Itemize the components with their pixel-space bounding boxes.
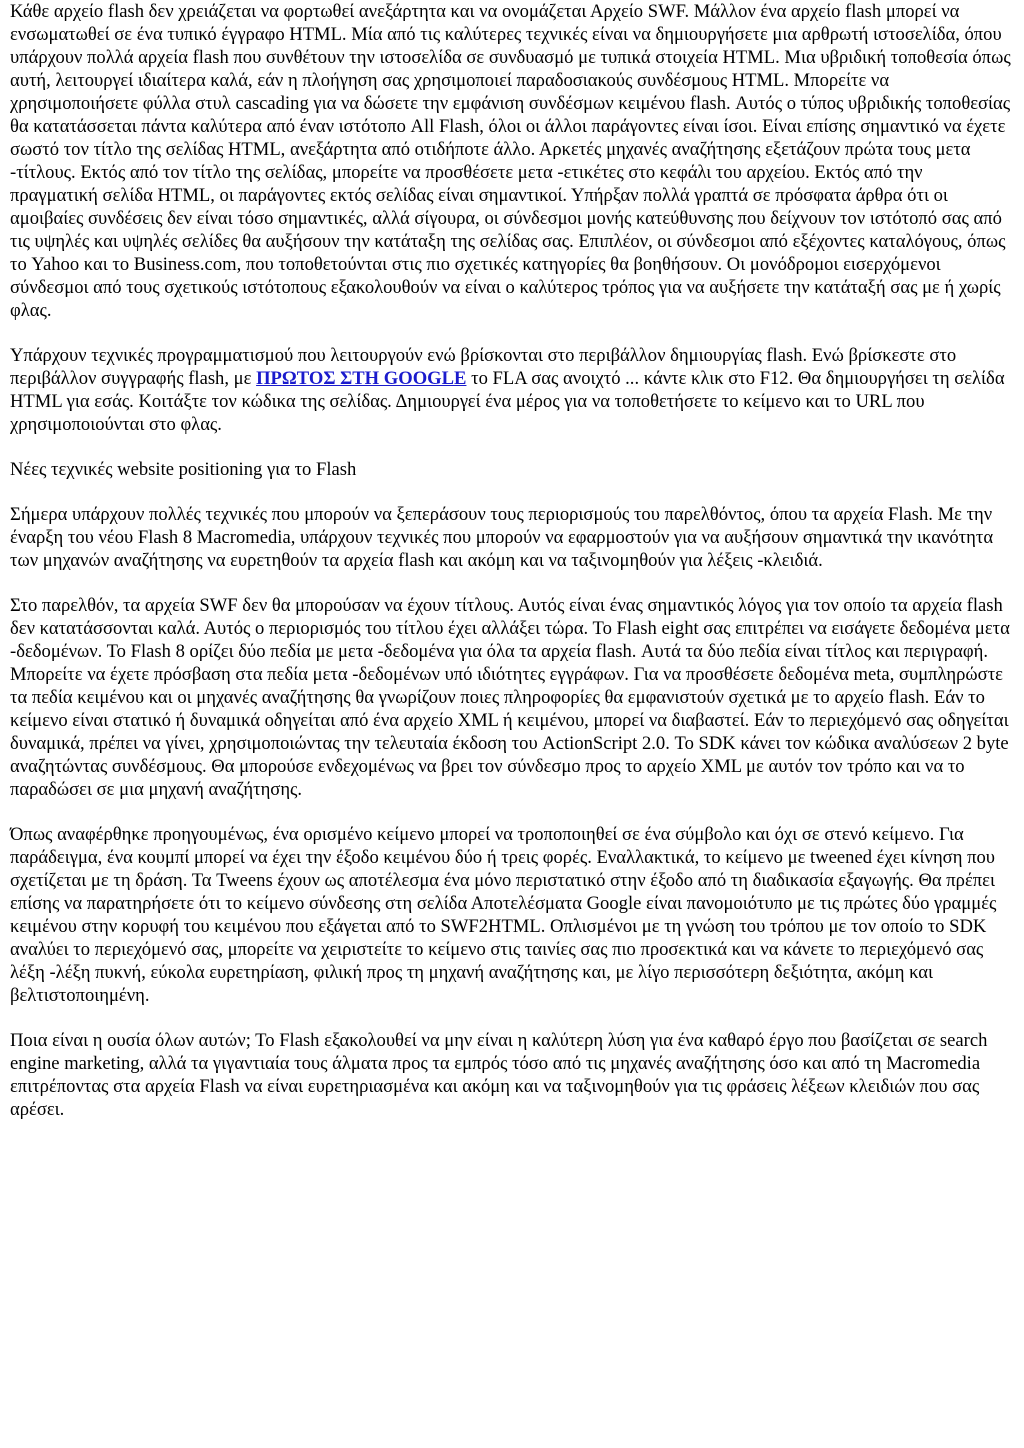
section-heading-new-techniques: Νέες τεχνικές website positioning για το Flash <box>10 459 357 480</box>
paragraph-flash8-techniques: Σήμερα υπάρχουν πολλές τεχνικές που μπορούν να ξεπεράσουν τους περιορισμούς του παρελθόντος, όπου τα αρχεία Flash. Με την έναρξη του νέου Flash 8 Macromedia, υπάρχουν τεχνικές που μπορούν να εφαρμοστούν για να αυξήσουν σημαντικά την ικανότητα των μηχανών αναζήτησης να ευρετηθούν τα αρχεία flash και ακόμη και να ταξινομηθούν για λέξεις -κλειδιά. <box>10 504 994 571</box>
paragraph-symbol-text-tweens: Όπως αναφέρθηκε προηγουμένως, ένα ορισμένο κείμενο μπορεί να τροποποιηθεί σε ένα σύμβολο και όχι σε στενό κείμενο. Για παράδειγμα, ένα κουμπί μπορεί να έχει την έξοδο κειμένου δύο ή τρεις φορές. Εναλλακτικά, το κείμενο με tweened έχει κίνηση που σχετίζεται με τη δράση. Τα Tweens έχουν ως αποτέλεσμα ένα μόνο περιστατικό στην έξοδο από τη διαδικασία εξαγωγής. Θα πρέπει επίσης να παρατηρήσετε ότι το κείμενο σύνδεσης στη σελίδα Αποτελέσματα Google είναι πανομοιότυπο με τις πρώτες δύο γραμμές κειμένου στην κορυφή του κειμένου που εξάγεται από το SWF2HTML. Οπλισμένοι με τη γνώση του τρόπου με τον οποίο το SDK αναλύει το περιεχόμενό σας, μπορείτε να χειριστείτε το κείμενο στις ταινίες σας πιο προσεκτικά και να κάνετε το περιεχόμενό σας λέξη -λέξη πυκνή, εύκολα ευρετηρίαση, φιλική προς τη μηχανή αναζήτησης και, με λίγο περισσότερη δεξιότητα, ακόμη και βελτιστοποιημένη. <box>10 824 997 1006</box>
paragraph-conclusion: Ποια είναι η ουσία όλων αυτών; Το Flash εξακολουθεί να μην είναι η καλύτερη λύση για ένα καθαρό έργο που βασίζεται σε search engine marketing, αλλά τα γιγαντιαία τους άλματα προς τα εμπρός τόσο από τις μηχανές αναζήτησης όσο και από τη Macromedia επιτρέποντας στα αρχεία Flash να είναι ευρετηριασμένα και ακόμη και να ταξινομηθούν για τις φράσεις λέξεων κλειδιών που σας αρέσει. <box>10 1030 988 1120</box>
paragraph-text-after-link: το FLA σας ανοιχτό ... κάντε κλικ στο F12. Θα δημιουργήσει τη σελίδα HTML για εσάς. Κοιτάξτε τον κώδικα της σελίδας. Δημιουργεί ένα μέρος για να τοποθετήσετε το κείμενο και το URL που χρησιμοποιούνται στο φλας. <box>10 368 1005 435</box>
paragraph-text-before-link: Υπάρχουν τεχνικές προγραμματισμού που λειτουργούν ενώ βρίσκονται στο περιβάλλον δημιουργίας flash. Ενώ βρίσκεστε στο περιβάλλον συγγραφής flash, με <box>10 345 957 389</box>
paragraph-swf-titles-metadata: Στο παρελθόν, τα αρχεία SWF δεν θα μπορούσαν να έχουν τίτλους. Αυτός είναι ένας σημαντικός λόγος για τον οποίο τα αρχεία flash δεν κατατάσσονται καλά. Αυτός ο περιορισμός του τίτλου έχει αλλάξει τώρα. Το Flash eight σας επιτρέπει να εισάγετε δεδομένα μετα -δεδομένων. Το Flash 8 ορίζει δύο πεδία με μετα -δεδομένα για όλα τα αρχεία flash. Αυτά τα δύο πεδία είναι τίτλος και περιγραφή. Μπορείτε να έχετε πρόσβαση στα πεδία μετα -δεδομένων υπό ιδιότητες εγγράφων. Για να προσθέσετε δεδομένα meta, συμπληρώστε τα πεδία κειμένου και οι μηχανές αναζήτησης θα γνωρίζουν ποιες πληροφορίες θα εμφανιστούν σχετικά με το αρχείο flash. Εάν το κείμενο είναι στατικό ή δυναμικά οδηγείται από ένα αρχείο XML ή κειμένου, μπορεί να διαβαστεί. Εάν το περιεχόμενό σας οδηγείται δυναμικά, πρέπει να γίνει, χρησιμοποιώντας την τελευταία έκδοση του ActionScript 2.0. Το SDK κάνει τον κώδικα αναλύσεων 2 byte αναζητώντας συνδέσμους. Θα μπορούσε ενδεχομένως να βρει τον σύνδεσμο προς το αρχείο XML με αυτόν τον τρόπο και να το παραδώσει σε μια μηχανή αναζήτησης. <box>10 595 1010 800</box>
promo-link[interactable]: ΠΡΩΤΟΣ ΣΤΗ GOOGLE <box>256 368 467 389</box>
paragraph-programming-techniques <box>10 344 1014 436</box>
paragraph-intro-hybrid-sites: Κάθε αρχείο flash δεν χρειάζεται να φορτωθεί ανεξάρτητα και να ονομάζεται Αρχείο SWF. Μάλλον ένα αρχείο flash μπορεί να ενσωματωθεί σε ένα τυπικό έγγραφο HTML. Μία από τις καλύτερες τεχνικές είναι να δημιουργήσετε μια αρθρωτή ιστοσελίδα, όπου υπάρχουν πολλά αρχεία flash που συνθέτουν την ιστοσελίδα σε συνδυασμό με τυπικά στοιχεία HTML. Μια υβριδική τοποθεσία όπως αυτή, λειτουργεί ιδιαίτερα καλά, εάν η πλοήγηση σας χρησιμοποιεί παραδοσιακούς συνδέσμους HTML. Μπορείτε να χρησιμοποιήσετε φύλλα στυλ cascading για να δώσετε την εμφάνιση συνδέσμων κειμένου flash. Αυτός ο τύπος υβριδικής τοποθεσίας θα κατατάσσεται πάντα καλύτερα από έναν ιστότοπο All Flash, όλοι οι άλλοι παράγοντες είναι ίσοι. Είναι επίσης σημαντικό να έχετε σωστό τον τίτλο της σελίδας HTML, ανεξάρτητα από οτιδήποτε άλλο. Αρκετές μηχανές αναζήτησης εξετάζουν πρώτα τους μετα -τίτλους. Εκτός από τον τίτλο της σελίδας, μπορείτε να προσθέσετε μετα -ετικέτες στο κεφάλι του αρχείου. Εκτός από την πραγματική σελίδα HTML, οι παράγοντες εκτός σελίδας είναι σημαντικοί. Υπήρξαν πολλά γραπτά σε πρόσφατα άρθρα ότι οι αμοιβαίες συνδέσεις δεν είναι τόσο σημαντικές, αλλά σίγουρα, οι σύνδεσμοι μονής κατεύθυνσης που δείχνουν τον ιστότοπό σας από τις υψηλές και υψηλές σελίδες θα αυξήσουν την κατάταξη της σελίδας σας. Επιπλέον, οι σύνδεσμοι από εξέχοντες καταλόγους, όπως το Yahoo και το Business.com, που τοποθετούνται στις πιο σχετικές κατηγορίες θα βοηθήσουν. Οι μονόδρομοι εισερχόμενοι σύνδεσμοι από τους σχετικούς ιστότοπους εξακολουθούν να είναι ο καλύτερος τρόπος για να αυξήσετε την κατάταξή σας με ή χωρίς φλας. <box>10 1 1011 321</box>
